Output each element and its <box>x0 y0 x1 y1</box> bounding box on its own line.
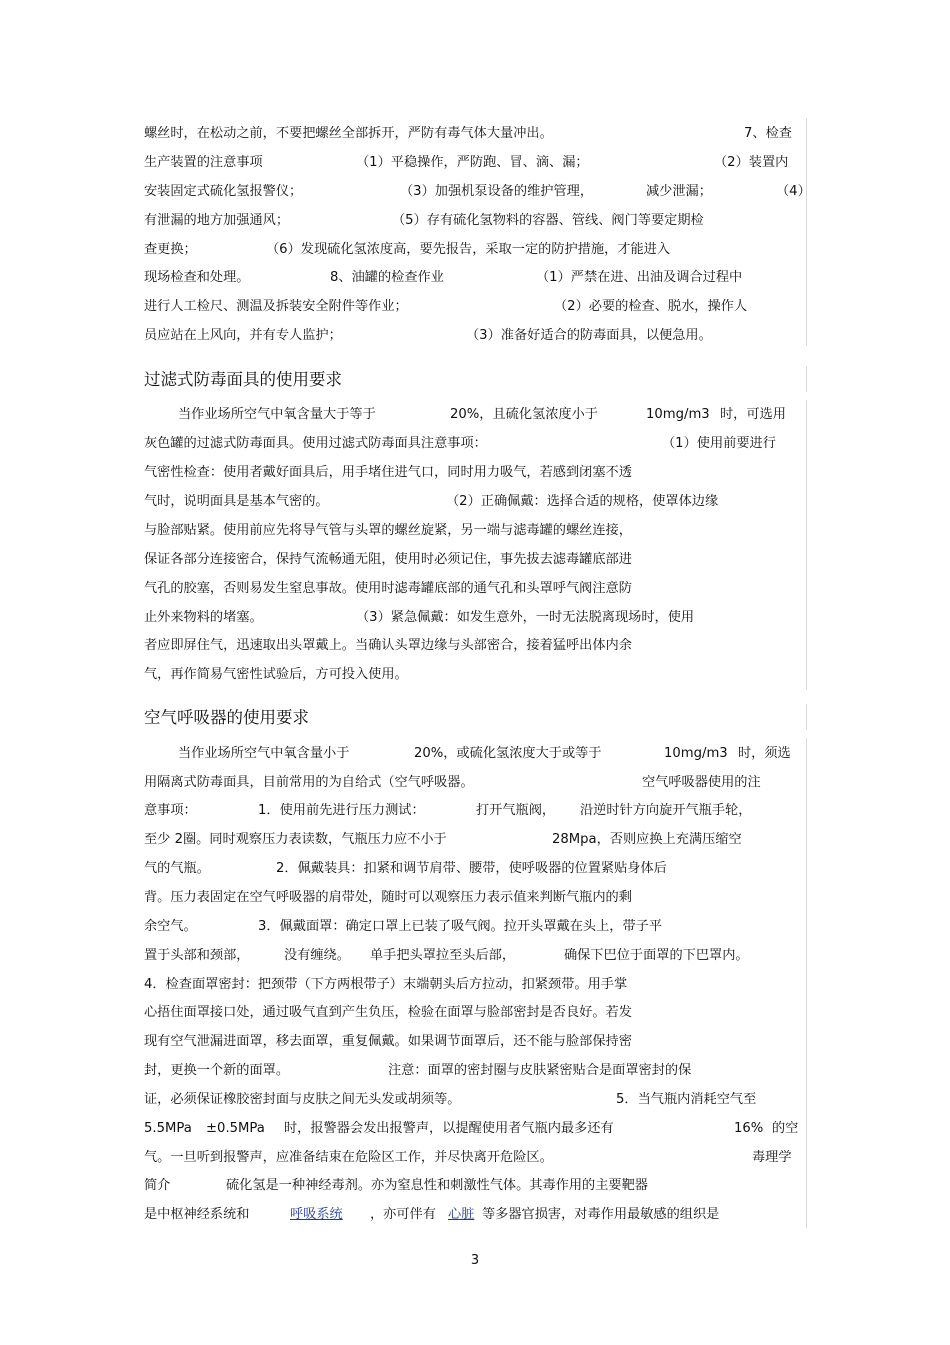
text-fragment: ，亦可伴有 <box>370 1207 436 1222</box>
text-line: 进行人工检尺、测温及拆装安全附件等作业； <box>144 299 408 314</box>
text-fragment: 减少泄漏； <box>646 184 712 199</box>
text-fragment: 沿逆时针方向旋开气瓶手轮， <box>580 803 752 818</box>
page-number: 3 <box>470 1253 480 1268</box>
text-line: 证，必须保证橡胶密封面与皮肤之间无头发或胡须等。 <box>144 1092 461 1107</box>
text-fragment: （3）紧急佩戴：如发生意外，一时无法脱离现场时，使用 <box>356 610 695 625</box>
text-fragment: 时，报警器会发出报警声，以提醒使用者气瓶内最多还有 <box>284 1121 614 1136</box>
text-line: 简介 <box>144 1178 171 1193</box>
text-fragment: （4） <box>776 184 811 199</box>
text-fragment: 时，须选 <box>738 746 791 761</box>
link-heart[interactable]: 心脏 <box>448 1207 475 1222</box>
text-fragment: 毒理学 <box>752 1150 792 1165</box>
text-fragment: 没有缠绕。 <box>284 948 350 963</box>
text-line: 封，更换一个新的面罩。 <box>144 1063 290 1078</box>
text-line: 当作业场所空气中氧含量大于等于 <box>178 407 376 422</box>
text-line: 至少 2圈。同时观察压力表读数，气瓶压力应不小于 <box>144 832 447 847</box>
link-respiratory-system[interactable]: 呼吸系统 <box>290 1207 343 1222</box>
text-line: 心捂住面罩接口处，通过吸气直到产生负压，检验在面罩与脸部密封是否良好。若发 <box>144 1005 632 1020</box>
text-line: 气的气瓶。 <box>144 861 210 876</box>
text-fragment: （2）必要的检查、脱水，操作人 <box>554 299 748 314</box>
text-line: 有泄漏的地方加强通风； <box>144 213 290 228</box>
text-fragment: （5）存有硫化氢物料的容器、管线、阀门等要定期检 <box>392 213 704 228</box>
text-fragment: ±0.5MPa <box>206 1121 265 1136</box>
text-line: 者应即屏住气，迅速取出头罩戴上。当确认头罩边缘与头部密合，接着猛呼出体内余 <box>144 638 632 653</box>
text-line: 气密性检查：使用者戴好面具后，用手堵住进气口，同时用力吸气，若感到闭塞不透 <box>144 465 632 480</box>
text-line: 余空气。 <box>144 919 197 934</box>
text-fragment: 3．佩戴面罩：确定口罩上已装了吸气阀。拉开头罩戴在头上，带子平 <box>258 919 663 934</box>
text-line: 现场检查和处理。 <box>144 270 250 285</box>
text-line: 气。一旦听到报警声，应准备结束在危险区工作，并尽快离开危险区。 <box>144 1150 553 1165</box>
margin-rule-bottom <box>806 738 807 1228</box>
text-line: 保证各部分连接密合，保持气流畅通无阻，使用时必须记住，事先拔去滤毒罐底部进 <box>144 552 632 567</box>
text-line: 与脸部贴紧。使用前应先将导气管与头罩的螺丝旋紧，另一端与滤毒罐的螺丝连接， <box>144 523 632 538</box>
text-line: 意事项： <box>144 803 197 818</box>
text-fragment: 20%，或硫化氢浓度大于或等于 <box>414 746 602 761</box>
section-heading-air-respirator: 空气呼吸器的使用要求 <box>144 708 309 727</box>
text-line: 螺丝时，在松动之前，不要把螺丝全部拆开，严防有毒气体大量冲出。 <box>144 126 553 141</box>
text-fragment: （2）装置内 <box>714 155 789 170</box>
text-fragment: 7、检查 <box>744 126 792 141</box>
text-line: 背。压力表固定在空气呼吸器的肩带处，随时可以观察压力表示值来判断气瓶内的剩 <box>144 890 632 905</box>
text-fragment: 28Mpa，否则应换上充满压缩空 <box>552 832 742 847</box>
text-fragment: （6）发现硫化氢浓度高，要先报告，采取一定的防护措施，才能进入 <box>266 242 671 257</box>
text-line: 用隔离式防毒面具，目前常用的为自给式（空气呼吸器。 <box>144 775 474 790</box>
margin-rule-top <box>806 118 807 346</box>
text-line: 生产装置的注意事项 <box>144 155 263 170</box>
text-fragment: 的空 <box>772 1121 799 1136</box>
text-line: 安装固定式硫化氢报警仪； <box>144 184 303 199</box>
text-line: 查更换； <box>144 242 197 257</box>
text-fragment: 确保下巴位于面罩的下巴罩内。 <box>564 948 749 963</box>
text-fragment: 单手把头罩拉至头后部， <box>370 948 516 963</box>
margin-rule-mid2 <box>806 400 807 690</box>
margin-rule-mid3 <box>806 704 807 730</box>
text-fragment: 16% <box>734 1121 764 1136</box>
text-fragment: 1．使用前先进行压力测试： <box>258 803 425 818</box>
text-line: 气时，说明面具是基本气密的。 <box>144 494 329 509</box>
text-fragment: 10mg/m3 <box>664 746 728 761</box>
text-fragment: 打开气瓶阀， <box>476 803 556 818</box>
text-line: 气孔的胶塞，否则易发生窒息事故。使用时滤毒罐底部的通气孔和头罩呼气阀注意防 <box>144 581 632 596</box>
text-line: 止外来物料的堵塞。 <box>144 610 263 625</box>
text-line: 5.5MPa <box>144 1121 192 1136</box>
text-fragment: （1）使用前要进行 <box>662 436 776 451</box>
text-fragment: 2．佩戴装具：扣紧和调节肩带、腰带，使呼吸器的位置紧贴身体后 <box>276 861 667 876</box>
text-line: 是中枢神经系统和 <box>144 1207 250 1222</box>
text-line: 气，再作简易气密性试验后，方可投入使用。 <box>144 667 408 682</box>
text-line: 现有空气泄漏进面罩，移去面罩，重复佩戴。如果调节面罩后，还不能与脸部保持密 <box>144 1034 632 1049</box>
text-line: 灰色罐的过滤式防毒面具。使用过滤式防毒面具注意事项： <box>144 436 487 451</box>
text-fragment: 空气呼吸器使用的注 <box>642 775 761 790</box>
text-fragment: 时，可选用 <box>720 407 786 422</box>
section-heading-filter-mask: 过滤式防毒面具的使用要求 <box>144 370 342 389</box>
text-fragment: （2）正确佩戴：选择合适的规格，使罩体边缘 <box>446 494 719 509</box>
text-line: 置于头部和颈部， <box>144 948 250 963</box>
text-line: 员应站在上风向，并有专人监护； <box>144 328 342 343</box>
text-fragment: 5．当气瓶内消耗空气至 <box>616 1092 757 1107</box>
text-line: 当作业场所空气中氧含量小于 <box>178 746 350 761</box>
text-fragment: 10mg/m3 <box>646 407 710 422</box>
text-fragment: 注意：面罩的密封圈与皮肤紧密贴合是面罩密封的保 <box>388 1063 692 1078</box>
text-fragment: 20%，且硫化氢浓度小于 <box>450 407 598 422</box>
text-fragment: （3）加强机泵设备的维护管理， <box>400 184 594 199</box>
margin-rule-mid <box>806 366 807 392</box>
text-fragment: 等多器官损害，对毒作用最敏感的组织是 <box>482 1207 720 1222</box>
text-line: 4．检查面罩密封：把颈带（下方两根带子）末端朝头后方拉动，扣紧颈带。用手掌 <box>144 977 628 992</box>
text-fragment: （1）平稳操作，严防跑、冒、滴、漏； <box>356 155 589 170</box>
text-fragment: 8、油罐的检查作业 <box>330 270 444 285</box>
text-fragment: （3）准备好适合的防毒面具，以便急用。 <box>466 328 712 343</box>
text-fragment: 硫化氢是一种神经毒剂。亦为窒息性和刺激性气体。其毒作用的主要靶器 <box>226 1178 648 1193</box>
text-fragment: （1）严禁在进、出油及调合过程中 <box>536 270 743 285</box>
